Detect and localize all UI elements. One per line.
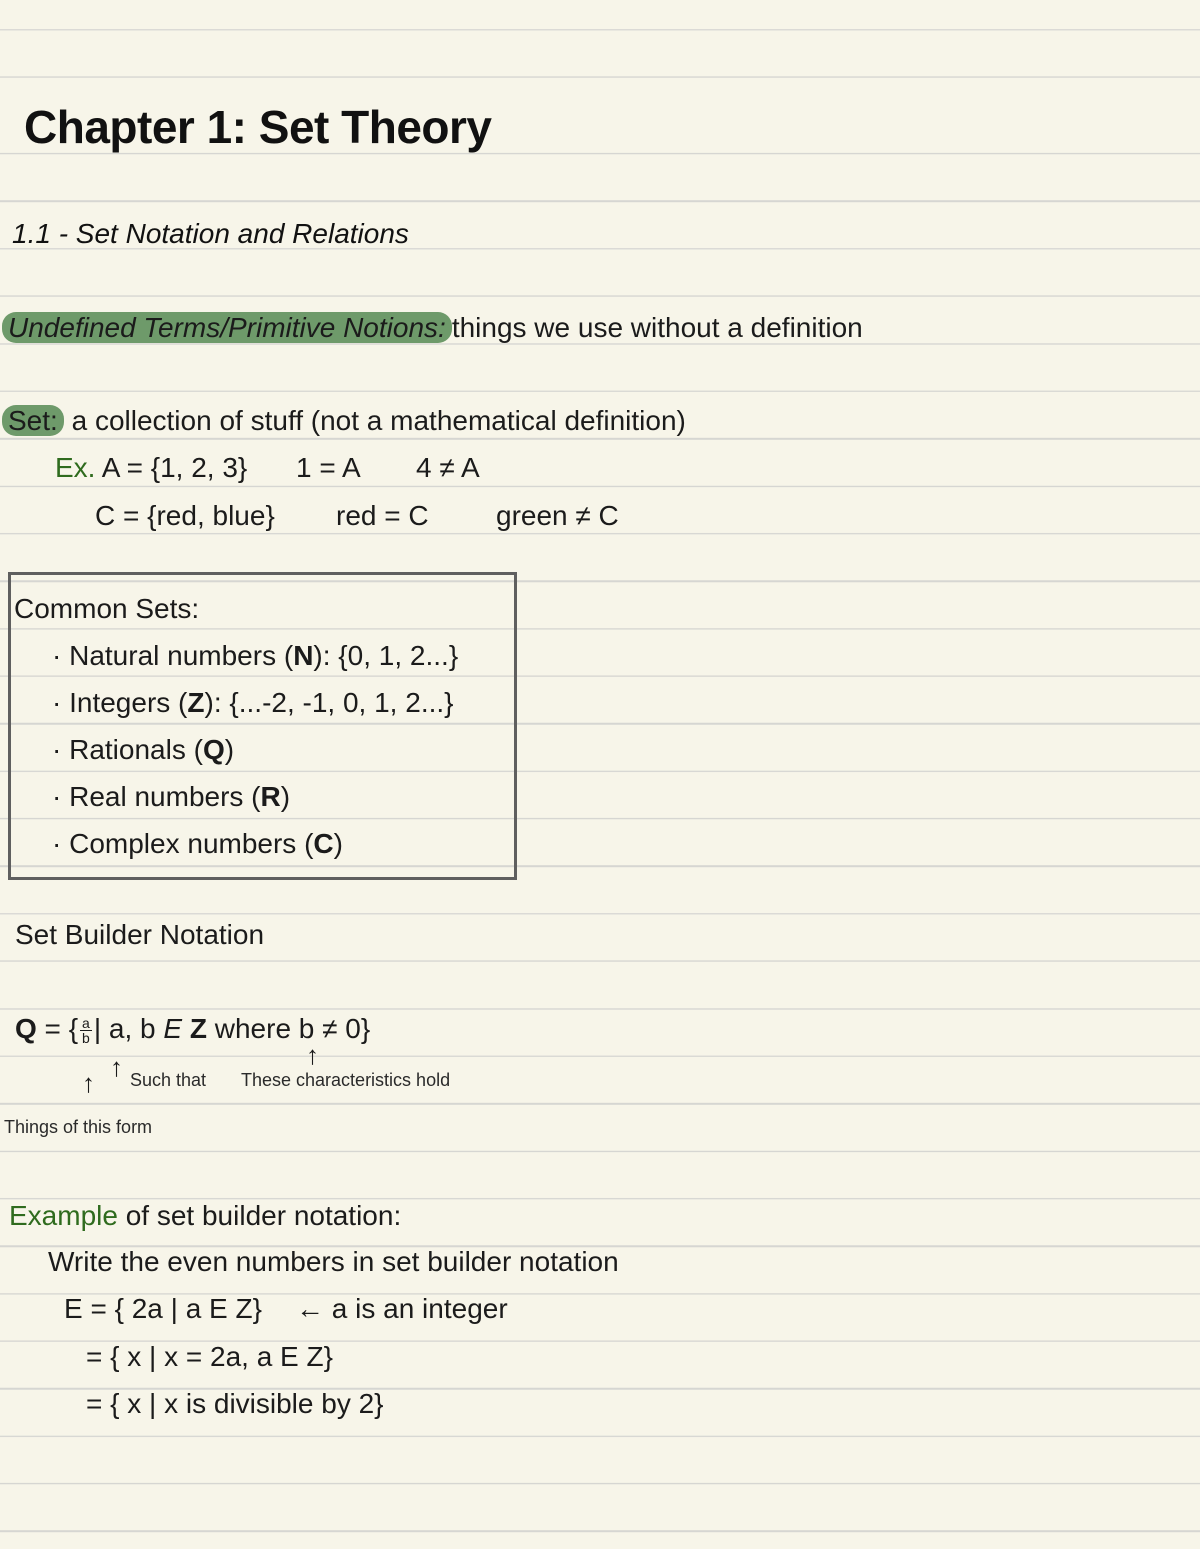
set-builder-heading: Set Builder Notation [15, 919, 265, 950]
common-set-prefix: · Integers ( [52, 687, 188, 718]
common-set-reals [52, 781, 290, 813]
set-term-highlight: Set: [2, 405, 64, 436]
common-sets-heading: Common Sets: [14, 593, 200, 624]
common-set-rationals [52, 734, 234, 766]
undefined-terms-definition: things we use without a definition [451, 312, 863, 343]
formula-open: = { [36, 1013, 79, 1044]
common-set-integers [52, 687, 454, 719]
example-builder-line-1: E = { 2a | a E Z} [64, 1293, 262, 1324]
set-definition-line [2, 405, 686, 437]
common-set-prefix: · Real numbers ( [52, 781, 261, 812]
element-of-symbol: E [163, 1013, 183, 1044]
common-set-suffix: ) [280, 781, 291, 812]
common-set-symbol: R [260, 781, 281, 812]
example-builder-line-3: = { x | x is divisible by 2} [86, 1388, 384, 1419]
example-builder-note: ← a is an integer [296, 1293, 508, 1324]
example-a-member: 1 = A [296, 452, 361, 483]
example-c-member: red = C [336, 500, 429, 531]
example-builder-line-2: = { x | x = 2a, a E Z} [86, 1341, 333, 1372]
common-set-symbol: Z [187, 687, 205, 718]
example-builder-rest: of set builder notation: [117, 1200, 402, 1231]
set-definition: a collection of stuff (not a mathematical definition) [71, 405, 686, 436]
fraction-numerator: a [82, 1015, 90, 1032]
example-label: Ex. [55, 452, 96, 483]
fraction-denominator: b [82, 1030, 90, 1047]
formula-mid: a, b [101, 1013, 164, 1044]
undefined-terms-highlight: Undefined Terms/Primitive Notions: [2, 312, 452, 343]
example-builder-label: Example [9, 1200, 118, 1231]
common-set-symbol: C [313, 828, 334, 859]
example-set-a: A = {1, 2, 3} [101, 452, 248, 483]
common-set-suffix: ) [333, 828, 343, 859]
note-things-form: Things of this form [4, 1117, 153, 1137]
page-title: Chapter 1: Set Theory [24, 101, 492, 153]
undefined-terms-line [2, 312, 863, 344]
common-set-suffix: ) [224, 734, 235, 765]
example-c-non-member: green ≠ C [496, 500, 619, 531]
common-set-prefix: · Rationals ( [52, 734, 203, 765]
example-builder-heading [9, 1200, 401, 1232]
example-set-c: C = {red, blue} [95, 500, 275, 531]
common-set-symbol: Q [202, 734, 225, 765]
arrow-up-icon: ↑ [110, 1052, 123, 1082]
common-set-suffix: ): {...-2, -1, 0, 1, 2...} [204, 687, 454, 718]
example-line-1 [55, 452, 247, 484]
such-that-bar: | [93, 1013, 102, 1044]
common-set-prefix: · Complex numbers ( [52, 828, 314, 859]
arrow-up-icon: ↑ [306, 1040, 319, 1070]
example-a-non-member: 4 ≠ A [416, 452, 480, 483]
common-set-complex [52, 828, 343, 860]
note-characteristics: These characteristics hold [241, 1070, 451, 1090]
section-heading: 1.1 - Set Notation and Relations [12, 218, 409, 249]
common-set-symbol: N [293, 640, 314, 671]
q-symbol: Q [15, 1013, 37, 1044]
arrow-up-icon: ↑ [82, 1068, 95, 1098]
z-symbol: Z [189, 1013, 207, 1044]
common-set-suffix: ): {0, 1, 2...} [313, 640, 459, 671]
example-builder-prompt: Write the even numbers in set builder notation [48, 1246, 619, 1277]
formula-tail: where b ≠ 0} [206, 1013, 371, 1044]
fraction-a-over-b [80, 1016, 92, 1045]
common-set-natural [52, 640, 458, 672]
note-such-that: Such that [130, 1070, 207, 1090]
common-set-prefix: · Natural numbers ( [52, 640, 294, 671]
